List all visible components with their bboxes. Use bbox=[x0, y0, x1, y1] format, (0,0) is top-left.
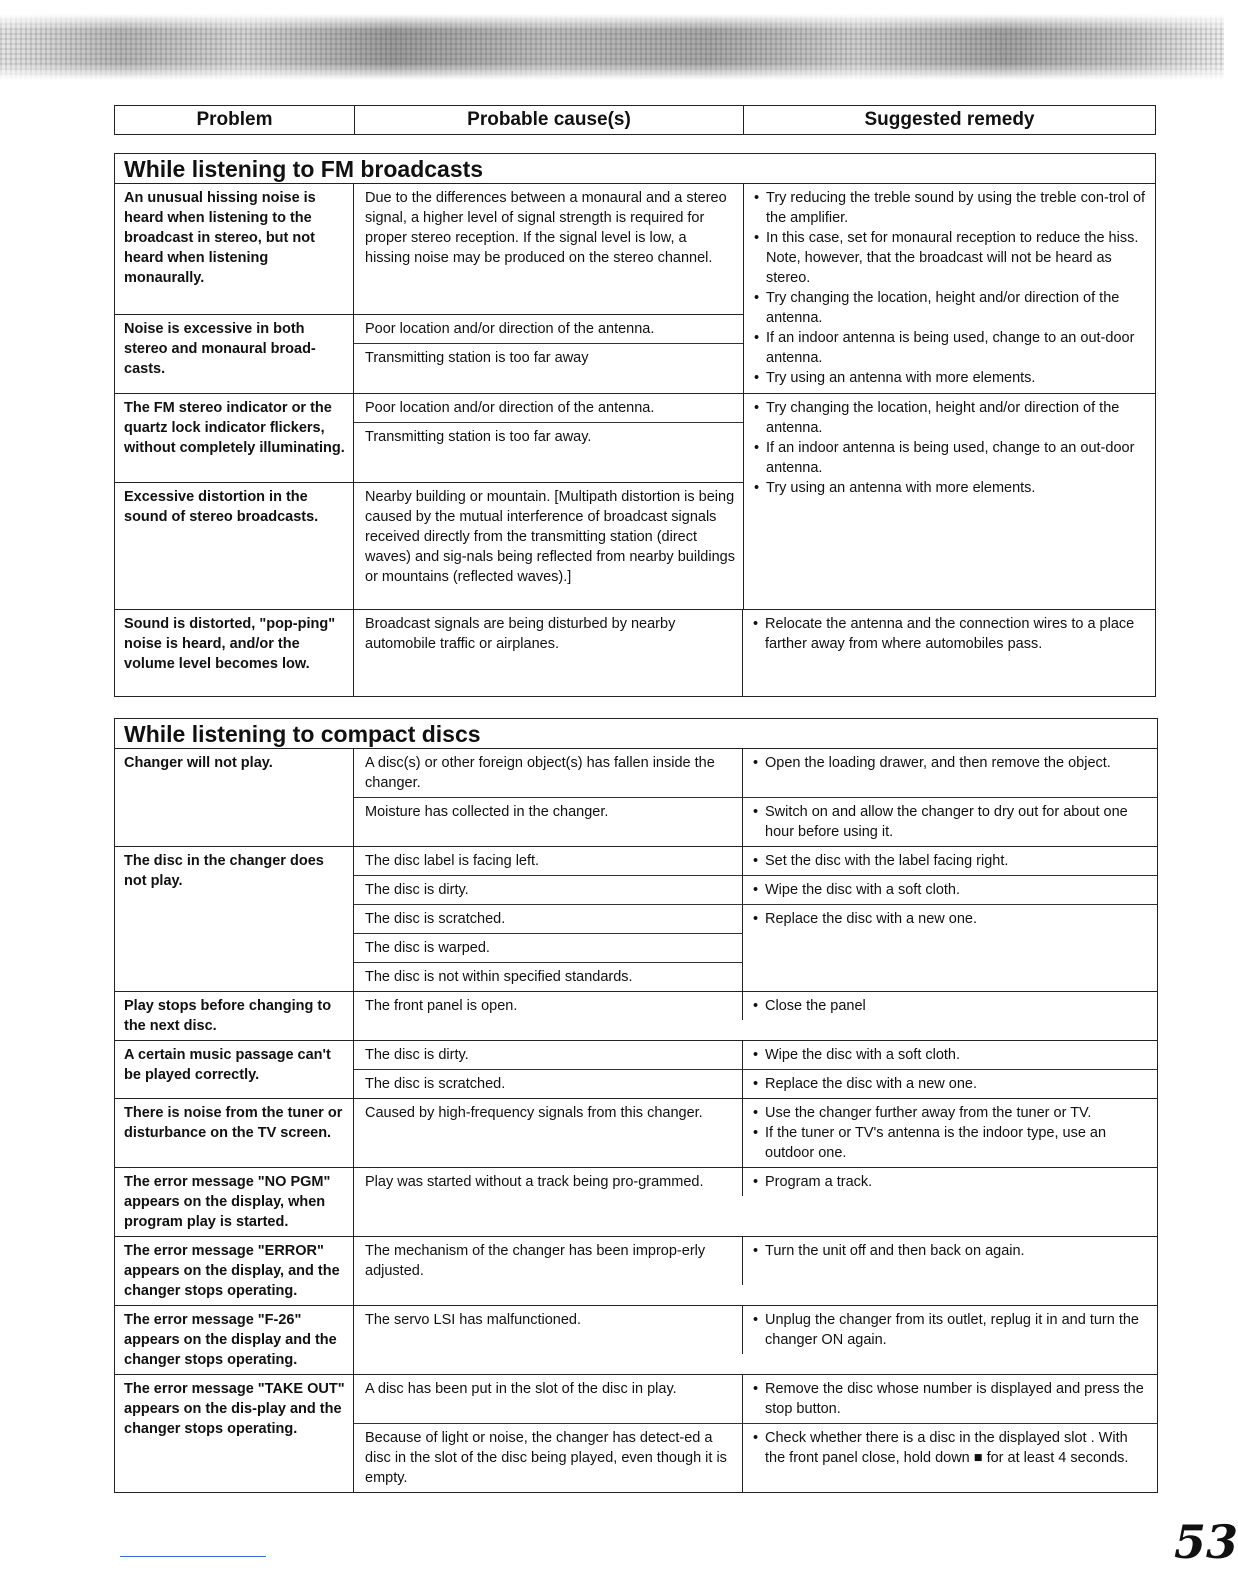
remedy-cell: • Try changing the location, height and/or direction of the antenna. • If an indoor antenna is being used, change to an out-door antenna. • Try using an antenna with more elements. bbox=[743, 394, 1155, 609]
remedy-cell: • Set the disc with the label facing right. bbox=[753, 853, 1009, 869]
cd-row bbox=[115, 847, 1157, 992]
cause-cell: The disc is dirty. bbox=[354, 1041, 743, 1069]
cd-row bbox=[115, 992, 1157, 1041]
cause-cell: Play was started without a track being pro-grammed. bbox=[354, 1168, 743, 1196]
cause-cell: Poor location and/or direction of the antenna. bbox=[365, 400, 655, 416]
remedy-cell: • Try reducing the treble sound by using the treble con-trol of the amplifier. • In this case, set for monaural reception to reduce the hiss. Note, however, that the broadcast will not be heard as stereo. • Try changing the location, height and/or direction of the antenna. • If an indoor antenna is being used, change to an out-door antenna. • Try using an antenna with more elements. bbox=[743, 184, 1155, 393]
cd-row bbox=[115, 1375, 1157, 1492]
remedy-cell: • Switch on and allow the changer to dry out for about one hour before using it. bbox=[753, 804, 1128, 840]
cause-cell: The disc is warped. bbox=[354, 933, 743, 962]
cause-cell: The disc is dirty. bbox=[354, 876, 743, 904]
cause-cell: The servo LSI has malfunctioned. bbox=[354, 1306, 743, 1354]
remedy-cell: • Remove the disc whose number is displayed and press the stop button. bbox=[753, 1381, 1144, 1417]
remedy-cell: • Use the changer further away from the tuner or TV. • If the tuner or TV's antenna is the indoor type, use an outdoor one. bbox=[753, 1105, 1107, 1161]
fm-section bbox=[114, 153, 1156, 697]
header-remedy: Suggested remedy bbox=[743, 106, 1155, 134]
remedy-cell: • Close the panel bbox=[753, 998, 866, 1014]
fm-section-title: While listening to FM broadcasts bbox=[115, 154, 1155, 184]
remedy-cell: • Program a track. bbox=[753, 1174, 873, 1190]
cause-cell: The disc is not within specified standards. bbox=[354, 962, 743, 991]
remedy-cell: • Wipe the disc with a soft cloth. bbox=[753, 882, 961, 898]
cause-cell: The front panel is open. bbox=[354, 992, 743, 1020]
cause-cell: The disc is scratched. bbox=[365, 911, 506, 927]
remedy-cell: • Relocate the antenna and the connection wires to a place farther away from where automobiles pass. bbox=[753, 616, 1135, 652]
problem-cell: The disc in the changer does not play. bbox=[115, 847, 354, 991]
cause-cell: Because of light or noise, the changer has detect-ed a disc in the slot of the disc being played, even though it is empty. bbox=[354, 1424, 743, 1492]
fm-block-a bbox=[115, 184, 1155, 394]
cause-cell: Nearby building or mountain. [Multipath distortion is being caused by the mutual interference of broadcast signals received directly from the transmitting station (direct waves) and sig-nals being reflected from nearby buildings or mountains (reflected waves).] bbox=[365, 489, 735, 585]
cause-cell: The mechanism of the changer has been improp-erly adjusted. bbox=[354, 1237, 743, 1285]
decorative-banner bbox=[0, 14, 1224, 80]
remedy-cell: • Replace the disc with a new one. bbox=[753, 1076, 977, 1092]
problem-cell: There is noise from the tuner or disturbance on the TV screen. bbox=[115, 1099, 354, 1167]
fm-block-b bbox=[115, 394, 1155, 610]
cause-cell: A disc has been put in the slot of the disc in play. bbox=[354, 1375, 743, 1423]
cause-cell: Caused by high-frequency signals from this changer. bbox=[354, 1099, 743, 1167]
cd-row bbox=[115, 1041, 1157, 1099]
fm-block-c bbox=[115, 610, 1155, 696]
remedy-cell: • Open the loading drawer, and then remove the object. bbox=[753, 755, 1111, 771]
remedy-cell: • Replace the disc with a new one. bbox=[753, 911, 977, 927]
remedy-cell: • Wipe the disc with a soft cloth. bbox=[753, 1047, 961, 1063]
remedy-cell: • Turn the unit off and then back on again. bbox=[753, 1243, 1025, 1259]
cd-row bbox=[115, 1237, 1157, 1306]
problem-cell: Sound is distorted, "pop-ping" noise is heard, and/or the volume level becomes low. bbox=[115, 610, 354, 696]
problem-cell: Changer will not play. bbox=[115, 749, 354, 846]
problem-cell: Noise is excessive in both stereo and monaural broad-casts. bbox=[115, 315, 354, 393]
problem-cell: The error message "TAKE OUT" appears on the dis-play and the changer stops operating. bbox=[115, 1375, 354, 1492]
cause-cell: The disc label is facing left. bbox=[354, 847, 743, 875]
problem-cell: The error message "NO PGM" appears on the display, when program play is started. bbox=[115, 1168, 354, 1236]
cause-cell: Moisture has collected in the changer. bbox=[354, 798, 743, 846]
cd-section bbox=[114, 718, 1158, 1493]
problem-cell: An unusual hissing noise is heard when listening to the broadcast in stereo, but not heard when listening monaurally. bbox=[115, 184, 354, 314]
cause-cell: Poor location and/or direction of the antenna. bbox=[365, 321, 655, 337]
cd-row bbox=[115, 1168, 1157, 1237]
cause-cell: Due to the differences between a monaural and a stereo signal, a higher level of signal strength is required for proper stereo reception. If the signal level is low, a hissing noise may be produced on the stereo channel. bbox=[365, 190, 727, 266]
header-problem: Problem bbox=[196, 109, 273, 130]
cause-cell: A disc(s) or other foreign object(s) has fallen inside the changer. bbox=[354, 749, 743, 797]
problem-cell: The FM stereo indicator or the quartz lock indicator flickers, without completely illuminating. bbox=[115, 394, 354, 482]
cd-section-title: While listening to compact discs bbox=[115, 719, 1157, 749]
problem-cell: Play stops before changing to the next disc. bbox=[115, 992, 354, 1040]
problem-cell: The error message "F-26" appears on the display and the changer stops operating. bbox=[115, 1306, 354, 1374]
cd-row bbox=[115, 1306, 1157, 1375]
remedy-cell: • Check whether there is a disc in the displayed slot . With the front panel close, hold down ■ for at least 4 seconds. bbox=[753, 1430, 1129, 1466]
problem-cell: Excessive distortion in the sound of stereo broadcasts. bbox=[115, 483, 354, 609]
cause-cell: Transmitting station is too far away. bbox=[354, 422, 743, 451]
cd-row bbox=[115, 749, 1157, 847]
page-number: 53 bbox=[1173, 1515, 1238, 1569]
cause-cell: Transmitting station is too far away bbox=[354, 343, 743, 372]
column-header bbox=[114, 105, 1156, 135]
header-cause: Probable cause(s) bbox=[354, 106, 743, 134]
remedy-cell: • Unplug the changer from its outlet, replug it in and turn the changer ON again. bbox=[753, 1312, 1139, 1348]
footer-rule bbox=[120, 1556, 266, 1557]
cause-cell: The disc is scratched. bbox=[354, 1070, 743, 1098]
cause-cell: Broadcast signals are being disturbed by nearby automobile traffic or airplanes. bbox=[354, 610, 743, 696]
problem-cell: A certain music passage can't be played correctly. bbox=[115, 1041, 354, 1098]
problem-cell: The error message "ERROR" appears on the display, and the changer stops operating. bbox=[115, 1237, 354, 1305]
cd-row bbox=[115, 1099, 1157, 1168]
